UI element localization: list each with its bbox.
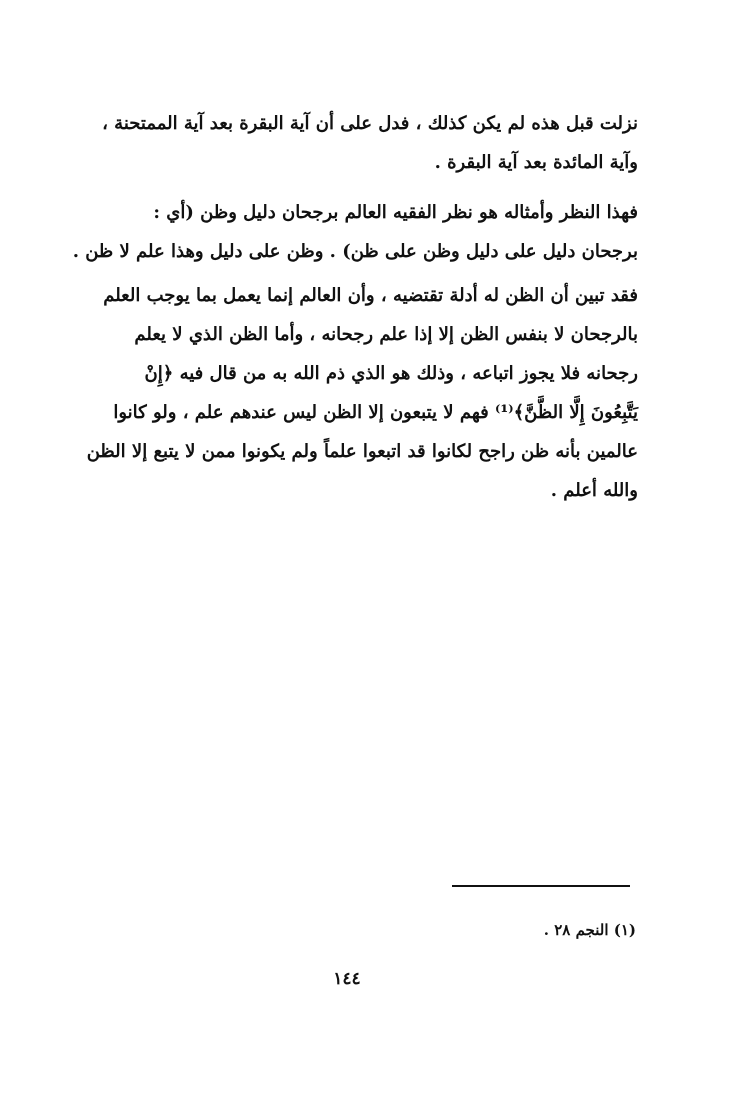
text-line: فقد تبين أن الظن له أدلة تقتضيه ، وأن العالم إنما يعمل بما يوجب العلم <box>103 285 638 306</box>
footnote: (١) النجم ٢٨ . <box>543 921 636 939</box>
text-line: رجحانه فلا يجوز اتباعه ، وذلك هو الذي ذم الله به من قال فيه ﴿إِنْ <box>144 363 638 384</box>
text-line: يَتَّبِعُونَ إِلَّا الظَّنَّ﴾⁽¹⁾ فهم لا يتبعون إلا الظن ليس عندهم علم ، ولو كانوا <box>113 402 638 423</box>
text-line: فهذا النظر وأمثاله هو نظر الفقيه العالم برجحان دليل وظن (أي : <box>153 202 638 223</box>
text-line: عالمين بأنه ظن راجح لكانوا قد اتبعوا علماً ولم يكونوا ممن لا يتبع إلا الظن <box>86 441 638 462</box>
footnote-divider <box>452 885 630 887</box>
page-number: ١٤٤ <box>333 969 361 989</box>
text-line: وآية المائدة بعد آية البقرة . <box>434 152 638 173</box>
paragraph-3 <box>86 276 638 510</box>
paragraph-2 <box>72 193 638 271</box>
text-line: برجحان دليل على دليل وظن على ظن) . وظن على دليل وهذا علم لا ظن . <box>72 241 638 262</box>
paragraph-1 <box>90 104 638 182</box>
text-line: بالرجحان لا بنفس الظن إلا إذا علم رجحانه ، وأما الظن الذي لا يعلم <box>134 324 638 345</box>
text-line: نزلت قبل هذه لم يكن كذلك ، فدل على أن آية البقرة بعد آية الممتحنة ، <box>102 113 638 134</box>
text-line: والله أعلم . <box>550 480 638 501</box>
